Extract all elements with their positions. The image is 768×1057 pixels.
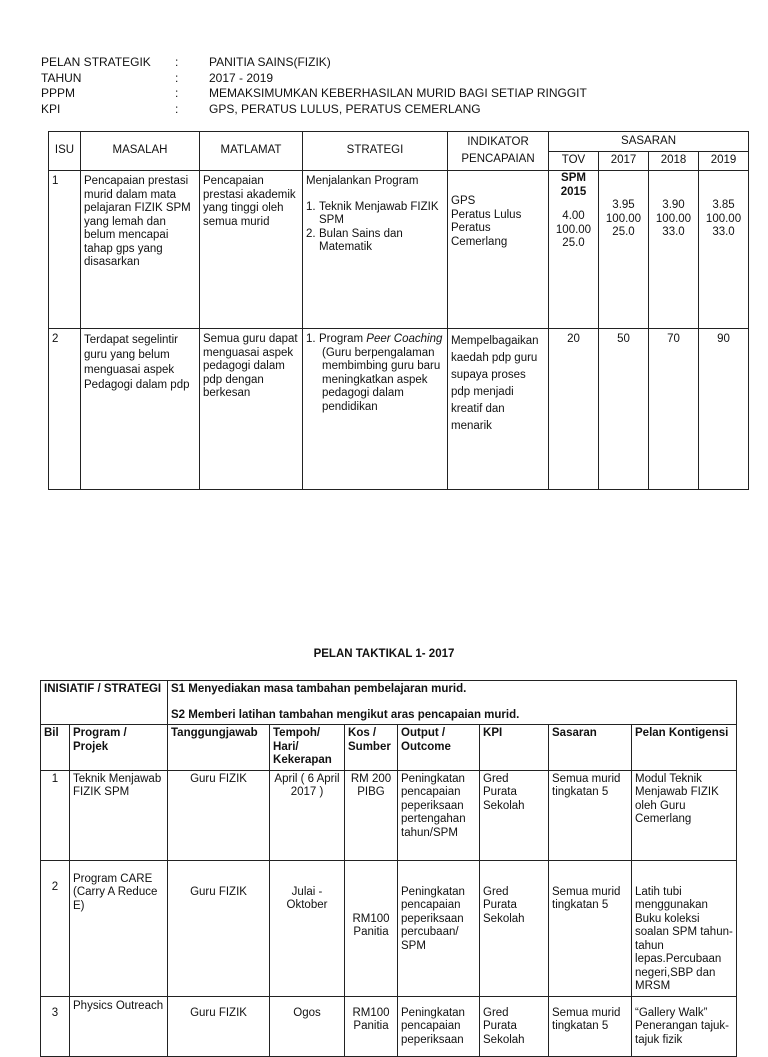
list-item <box>306 201 444 228</box>
header-indikator-line1: INDIKATOR <box>467 136 529 148</box>
meta-key: PPPM <box>41 86 76 100</box>
table-row <box>49 329 749 490</box>
strategy-s2: S2 Memberi latihan tambahan mengikut aras pencapaian murid. <box>171 708 520 721</box>
header-2019: 2019 <box>699 151 749 171</box>
value-2018-lulus: 100.00 <box>655 212 692 225</box>
cell-kos: RM100 Panitia <box>345 860 398 996</box>
cell-matlamat: Semua guru dapat menguasai aspek pedagogi dalam pdp dengan berkesan <box>200 329 303 490</box>
cell-tov <box>549 171 599 329</box>
cell-sasaran: Semua murid tingkatan 5 <box>549 770 632 860</box>
cell-kos: RM100 Panitia <box>345 996 398 1056</box>
cell-tempoh: April ( 6 April 2017 ) <box>270 770 345 860</box>
indikator-lulus: Peratus Lulus <box>451 208 522 221</box>
cell-kpi: Gred Purata Sekolah <box>480 770 549 860</box>
list-number: 1. <box>306 333 316 345</box>
list-text: Bulan Sains dan Matematik <box>319 227 403 253</box>
header-sasaran: Sasaran <box>549 725 632 771</box>
meta-value: MEMAKSIMUMKAN KEBERHASILAN MURID BAGI SETIAP RINGGIT <box>209 86 587 100</box>
cell-bil: 3 <box>41 996 70 1056</box>
value-2017-lulus: 100.00 <box>605 212 642 225</box>
header-2017: 2017 <box>599 151 649 171</box>
meta-key: PELAN STRATEGIK <box>41 55 151 69</box>
header-kpi: KPI <box>480 725 549 771</box>
cell-2018: 70 <box>649 329 699 490</box>
cell-pelan-kontigensi: Modul Teknik Menjawab FIZIK oleh Guru Cemerlang <box>632 770 737 860</box>
header-indikator-line2: PENCAPAIAN <box>461 153 535 165</box>
cell-isu: 1 <box>49 171 81 329</box>
cell-sasaran: Semua murid tingkatan 5 <box>549 996 632 1056</box>
meta-colon: : <box>175 86 179 100</box>
list-number: 1. <box>306 200 316 213</box>
header-masalah: MASALAH <box>81 132 200 171</box>
cell-2019: 90 <box>699 329 749 490</box>
header-matlamat: MATLAMAT <box>200 132 303 171</box>
table-header-row <box>49 132 749 152</box>
cell-bil: 2 <box>41 860 70 996</box>
cell-tempoh <box>270 860 345 996</box>
meta-key: TAHUN <box>41 70 82 85</box>
cell-isu: 2 <box>49 329 81 490</box>
strategi-prefix: Program <box>319 333 367 345</box>
header-tov: TOV <box>549 151 599 171</box>
value-2019-gps: 3.85 <box>712 199 735 211</box>
header-isu: ISU <box>49 132 81 171</box>
cell-indikator: Mempelbagaikan kaedah pdp guru supaya proses pdp menjadi kreatif dan menarik <box>448 329 549 490</box>
table-row <box>41 996 737 1056</box>
cell-2018 <box>649 171 699 329</box>
cell-output: Peningkatan pencapaian peperiksaan <box>398 996 480 1056</box>
tov-gps: 4.00 <box>562 210 585 222</box>
tov-head-1: SPM <box>561 172 586 184</box>
header-indikator <box>448 132 549 171</box>
value-2017-gps: 3.95 <box>612 199 635 211</box>
cell-strategi <box>303 329 448 490</box>
cell-tanggungjawab: Guru FIZIK <box>168 996 270 1056</box>
strategy-s1: S1 Menyediakan masa tambahan pembelajaran murid. <box>171 683 467 695</box>
header-tanggungjawab: Tanggungjawab <box>168 725 270 771</box>
tempoh-text: Julai - Oktober <box>286 885 328 911</box>
cell-strategi <box>303 171 448 329</box>
meta-value: 2017 - 2019 <box>209 70 274 85</box>
tactical-plan-title: PELAN TAKTIKAL 1- 2017 <box>313 648 455 660</box>
meta-colon: : <box>175 70 179 85</box>
strategi-intro: Menjalankan Program <box>306 175 419 187</box>
cell-output: Peningkatan pencapaian peperiksaan percubaan/ SPM <box>398 860 480 996</box>
cell-output: Peningkatan pencapaian peperiksaan pertengahan tahun/SPM <box>398 770 480 860</box>
strategic-plan-table <box>48 131 749 490</box>
tov-head-2: 2015 <box>560 185 587 198</box>
list-number: 2. <box>306 227 316 240</box>
header-kos: Kos / Sumber <box>345 725 398 771</box>
cell-pelan-kontigensi <box>632 996 737 1056</box>
initiative-row <box>41 681 737 725</box>
header-program: Program / Projek <box>70 725 168 771</box>
cell-bil: 1 <box>41 770 70 860</box>
cell-2017: 50 <box>599 329 649 490</box>
list-item <box>306 333 444 414</box>
cell-kpi: Gred Purata Sekolah <box>480 860 549 996</box>
value-2019-cemerlang: 33.0 <box>712 226 735 238</box>
cell-sasaran: Semua murid tingkatan 5 <box>549 860 632 996</box>
header-tempoh: Tempoh/ Hari/ Kekerapan <box>270 725 345 771</box>
cell-kpi: Gred Purata Sekolah <box>480 996 549 1056</box>
strategi-italic: Peer Coaching <box>366 333 443 345</box>
meta-value: PANITIA SAINS(FIZIK) <box>209 55 331 69</box>
cell-tanggungjawab: Guru FIZIK <box>168 860 270 996</box>
tov-cemerlang: 25.0 <box>562 237 585 249</box>
initiative-strategies <box>168 681 737 725</box>
value-2019-lulus: 100.00 <box>705 212 742 225</box>
header-2018: 2018 <box>649 151 699 171</box>
meta-colon: : <box>175 55 179 69</box>
cell-program: Program CARE (Carry A Reduce E) <box>70 860 168 996</box>
header-pelan-kontigensi: Pelan Kontigensi <box>632 725 737 771</box>
cell-kos: RM 200 PIBG <box>345 770 398 860</box>
header-output: Output / Outcome <box>398 725 480 771</box>
cell-tov: 20 <box>549 329 599 490</box>
indikator-gps: GPS <box>451 195 476 207</box>
tov-lulus: 100.00 <box>555 223 592 236</box>
pelan-line-2: Penerangan tajuk-tajuk fizik <box>635 1020 729 1046</box>
strategi-detail: (Guru berpengalaman membimbing guru baru meningkatkan aspek pedagogi dalam pendidikan <box>322 346 441 413</box>
value-2018-cemerlang: 33.0 <box>662 226 685 238</box>
strategi-list <box>306 201 444 255</box>
cell-2019 <box>699 171 749 329</box>
meta-key: KPI <box>41 101 61 116</box>
table-row <box>41 860 737 996</box>
list-item <box>306 228 444 255</box>
pelan-line-1: “Gallery Walk” <box>635 1006 708 1019</box>
header-sasaran: SASARAN <box>549 132 749 152</box>
cell-tempoh: Ogos <box>270 996 345 1056</box>
cell-pelan-kontigensi: Latih tubi menggunakan Buku koleksi soalan SPM tahun-tahun lepas.Percubaan negeri,SBP dan MRSM <box>632 860 737 996</box>
list-text: Teknik Menjawab FIZIK SPM <box>319 200 439 226</box>
value-2017-cemerlang: 25.0 <box>612 226 635 238</box>
meta-value: GPS, PERATUS LULUS, PERATUS CEMERLANG <box>209 101 481 116</box>
cell-program: Physics Outreach <box>70 996 168 1056</box>
meta-colon: : <box>175 101 179 116</box>
tactical-plan-table <box>40 680 737 1057</box>
value-2018-gps: 3.90 <box>662 199 685 211</box>
cell-program: Teknik Menjawab FIZIK SPM <box>70 770 168 860</box>
cell-2017 <box>599 171 649 329</box>
cell-tanggungjawab: Guru FIZIK <box>168 770 270 860</box>
indikator-cemerlang: Peratus Cemerlang <box>451 222 508 248</box>
table-header-row <box>41 725 737 771</box>
header-bil: Bil <box>41 725 70 771</box>
strategi-list <box>306 333 444 414</box>
cell-indikator <box>448 171 549 329</box>
cell-masalah: Pencapaian prestasi murid dalam mata pelajaran FIZIK SPM yang lemah dan belum mencapai tahap gps yang disasarkan <box>81 171 200 329</box>
table-row <box>49 171 749 329</box>
table-row <box>41 770 737 860</box>
cell-masalah: Terdapat segelintir guru yang belum menguasai aspek Pedagogi dalam pdp <box>81 329 200 490</box>
cell-matlamat: Pencapaian prestasi akademik yang tinggi oleh semua murid <box>200 171 303 329</box>
header-strategi: STRATEGI <box>303 132 448 171</box>
initiative-label: INISIATIF / STRATEGI <box>41 681 168 725</box>
